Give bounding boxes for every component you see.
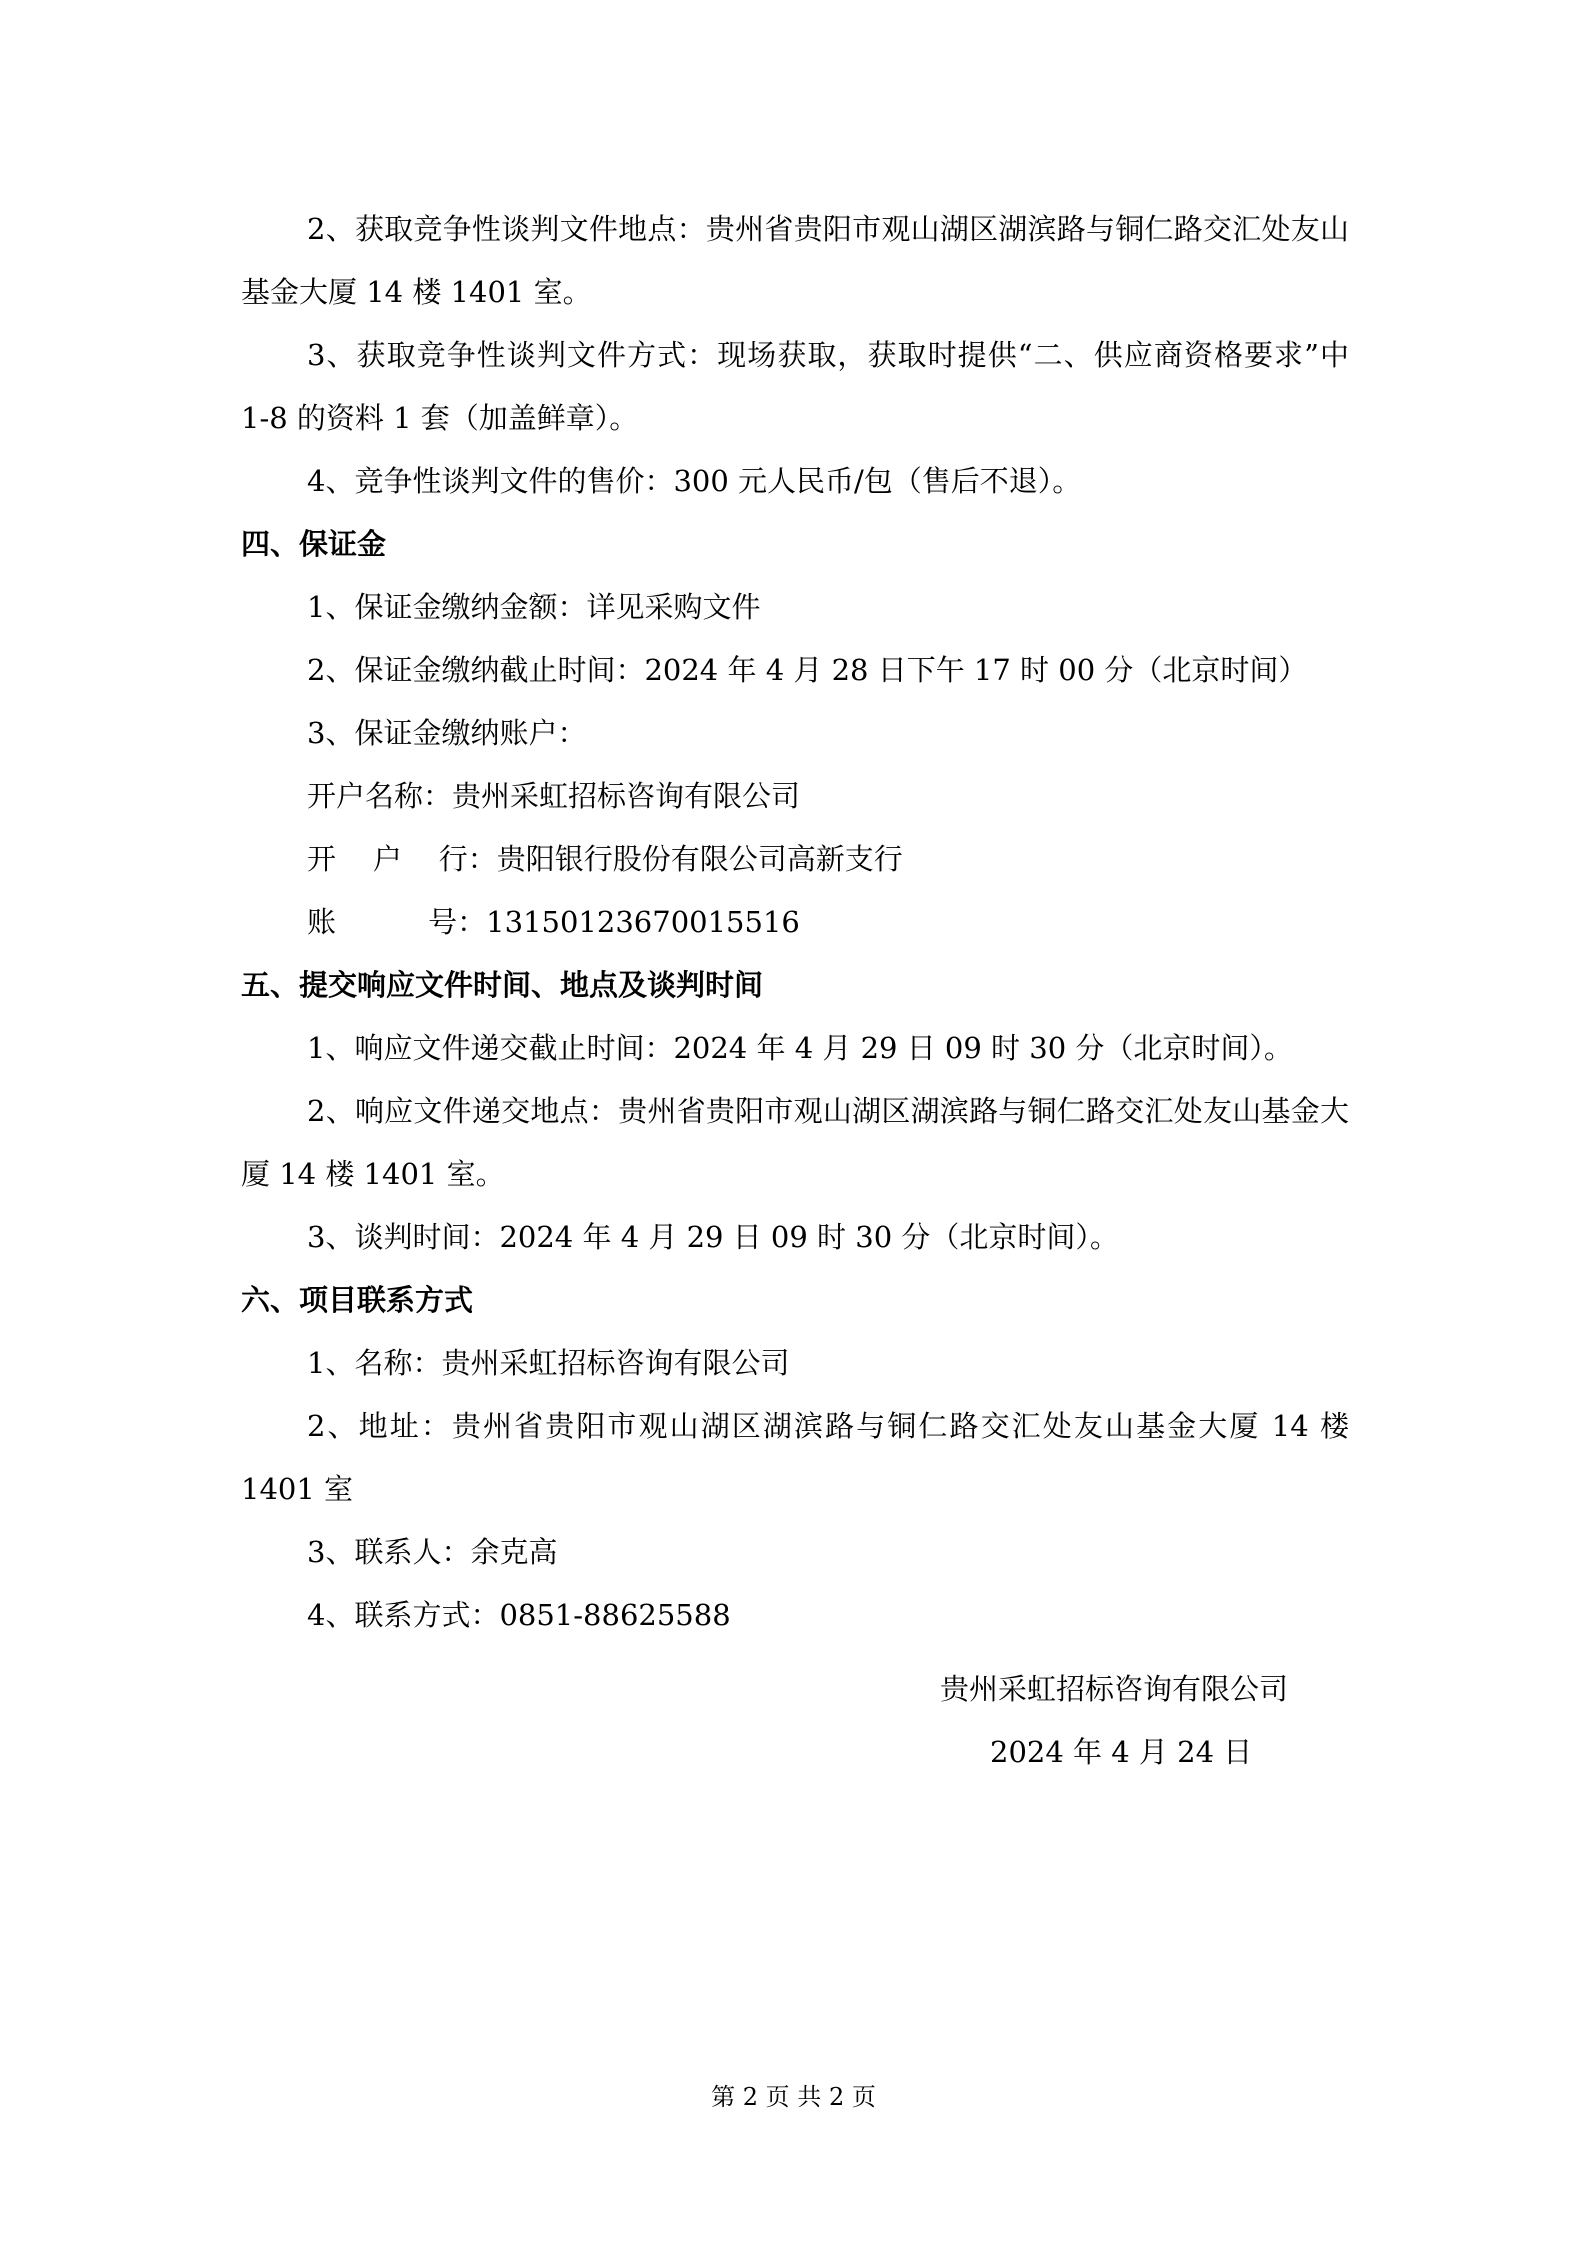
section4-item-3: 3、保证金缴纳账户： [307,716,587,750]
account-number: 账 号：13150123670015516 [307,905,800,939]
page-number-footer: 第 2 页 共 2 页 [711,2083,876,2111]
section3-item-2: 2、获取竞争性谈判文件地点：贵州省贵阳市观山湖区湖滨路与铜仁路交汇处友山基金大厦 14 楼 1401 室。 [241,212,1349,309]
section5-heading: 五、提交响应文件时间、地点及谈判时间 [241,968,764,1002]
account-name: 开户名称：贵州采虹招标咨询有限公司 [307,779,801,813]
section4-item-2: 2、保证金缴纳截止时间：2024 年 4 月 28 日下午 17 时 00 分（北京时间） [307,653,1308,687]
section3-item-4: 4、竞争性谈判文件的售价：300 元人民币/包（售后不退）。 [307,464,1082,498]
document-body [241,198,1359,1647]
signature-company: 贵州采虹招标咨询有限公司 [940,1672,1289,1706]
section6-item-3: 3、联系人：余克高 [307,1535,558,1569]
section5-item-1: 1、响应文件递交截止时间：2024 年 4 月 29 日 09 时 30 分（北京时间）。 [307,1031,1293,1065]
section5-item-2: 2、响应文件递交地点：贵州省贵阳市观山湖区湖滨路与铜仁路交汇处友山基金大厦 14 楼 1401 室。 [241,1094,1349,1191]
section4-heading: 四、保证金 [241,527,387,561]
signature-date: 2024 年 4 月 24 日 [990,1735,1253,1769]
section3-item-3: 3、获取竞争性谈判文件方式：现场获取，获取时提供“二、供应商资格要求”中 1-8 的资料 1 套（加盖鲜章）。 [241,338,1359,435]
section5-item-3: 3、谈判时间：2024 年 4 月 29 日 09 时 30 分（北京时间）。 [307,1220,1119,1254]
section6-item-1: 1、名称：贵州采虹招标咨询有限公司 [307,1346,790,1380]
section6-heading: 六、项目联系方式 [241,1283,474,1317]
account-bank: 开 户 行：贵阳银行股份有限公司高新支行 [307,842,903,876]
section6-item-4: 4、联系方式：0851-88625588 [307,1598,731,1632]
section4-item-1: 1、保证金缴纳金额：详见采购文件 [307,590,761,624]
signature-block [940,1658,1360,1784]
section6-item-2: 2、地址：贵州省贵阳市观山湖区湖滨路与铜仁路交汇处友山基金大厦 14 楼 1401 室 [241,1409,1359,1506]
